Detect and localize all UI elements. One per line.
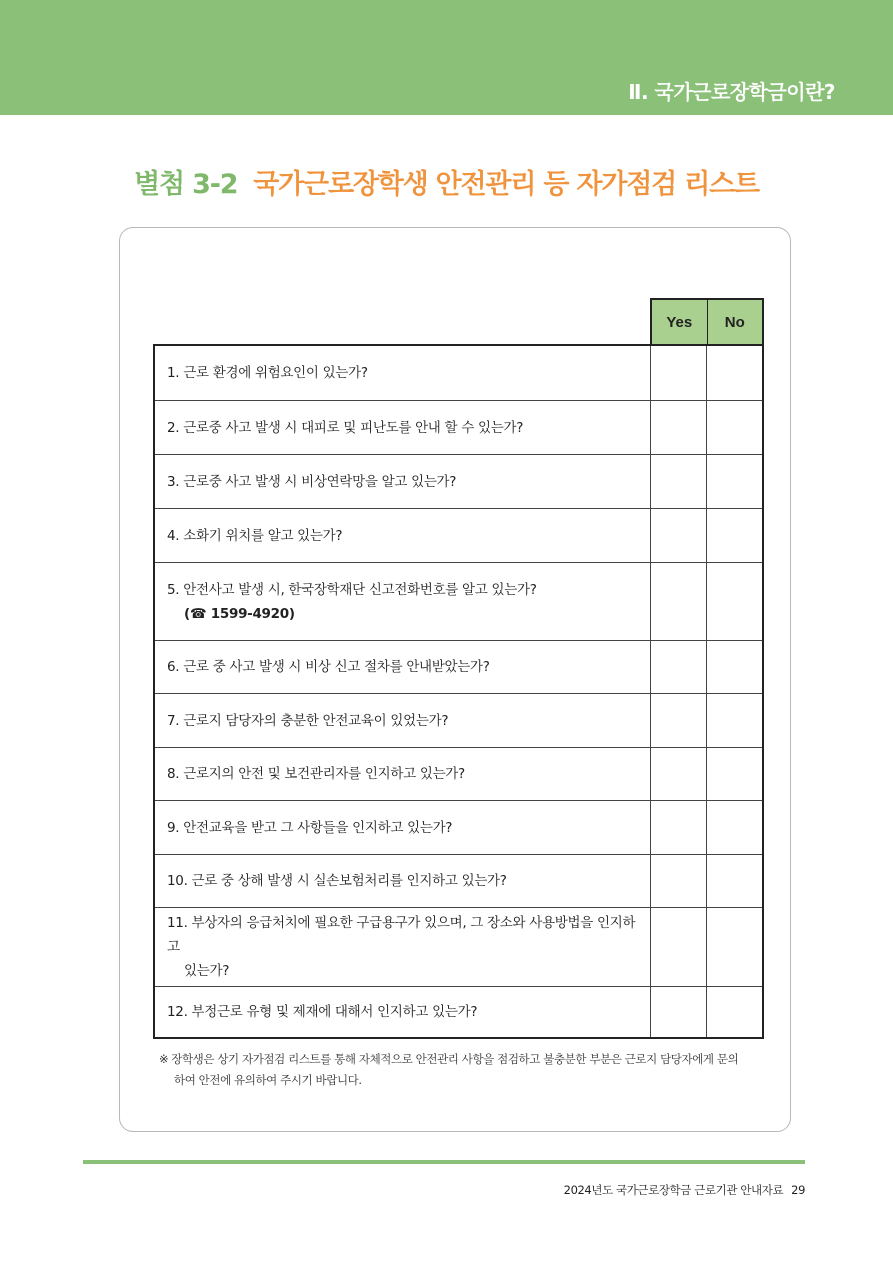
question-text: 11. 부상자의 응급처치에 필요한 구급용구가 있으며, 그 장소와 사용방법을 인지하고 bbox=[167, 915, 636, 955]
question-cell bbox=[155, 455, 650, 508]
yes-checkbox[interactable] bbox=[650, 563, 706, 640]
no-checkbox[interactable] bbox=[706, 801, 762, 854]
yes-checkbox[interactable] bbox=[650, 401, 706, 454]
no-checkbox[interactable] bbox=[706, 855, 762, 907]
checklist-row bbox=[155, 747, 762, 800]
checklist-row bbox=[155, 508, 762, 562]
question-cell bbox=[155, 801, 650, 854]
question-cell bbox=[155, 641, 650, 693]
no-checkbox[interactable] bbox=[706, 694, 762, 747]
yes-checkbox[interactable] bbox=[650, 801, 706, 854]
yes-checkbox[interactable] bbox=[650, 987, 706, 1037]
question-text: 4. 소화기 위치를 알고 있는가? bbox=[167, 527, 343, 544]
question-cell bbox=[155, 855, 650, 907]
yes-checkbox[interactable] bbox=[650, 908, 706, 986]
page-title bbox=[0, 162, 893, 201]
no-checkbox[interactable] bbox=[706, 346, 762, 400]
question-text: 9. 안전교육을 받고 그 사항들을 인지하고 있는가? bbox=[167, 819, 453, 836]
question-cell bbox=[155, 563, 650, 640]
no-checkbox[interactable] bbox=[706, 641, 762, 693]
no-column-header: No bbox=[707, 300, 763, 345]
checklist-row bbox=[155, 693, 762, 747]
yes-checkbox[interactable] bbox=[650, 455, 706, 508]
reference-mark: ※ bbox=[159, 1052, 169, 1066]
yes-column-header: Yes bbox=[652, 300, 707, 345]
yes-checkbox[interactable] bbox=[650, 694, 706, 747]
checklist-row bbox=[155, 986, 762, 1037]
section-title: Ⅱ. 국가근로장학금이란? bbox=[628, 80, 835, 104]
question-text: 1. 근로 환경에 위험요인이 있는가? bbox=[167, 365, 368, 381]
question-text: 10. 근로 중 상해 발생 시 실손보험처리를 인지하고 있는가? bbox=[167, 873, 507, 889]
question-text: 6. 근로 중 사고 발생 시 비상 신고 절차를 안내받았는가? bbox=[167, 659, 490, 675]
question-text-continued: 있는가? bbox=[184, 963, 230, 979]
yes-checkbox[interactable] bbox=[650, 509, 706, 562]
no-checkbox[interactable] bbox=[706, 908, 762, 986]
question-text: 7. 근로지 담당자의 충분한 안전교육이 있었는가? bbox=[167, 712, 449, 729]
title-main: 국가근로장학생 안전관리 등 자가점검 리스트 bbox=[253, 169, 759, 200]
checklist-row bbox=[155, 800, 762, 854]
checklist-row bbox=[155, 346, 762, 400]
page-number: 29 bbox=[791, 1183, 805, 1197]
header-bar bbox=[0, 0, 893, 115]
no-checkbox[interactable] bbox=[706, 401, 762, 454]
footnote-line-2: 하여 안전에 유의하여 주시기 바랍니다. bbox=[174, 1073, 362, 1087]
question-text: 2. 근로중 사고 발생 시 대피로 및 피난도를 안내 할 수 있는가? bbox=[167, 419, 524, 436]
hotline-number: (☎ 1599-4920) bbox=[184, 605, 295, 622]
yes-checkbox[interactable] bbox=[650, 641, 706, 693]
checklist-row bbox=[155, 907, 762, 986]
question-cell bbox=[155, 908, 650, 986]
footnote bbox=[159, 1049, 771, 1091]
checklist-row bbox=[155, 454, 762, 508]
question-cell bbox=[155, 987, 650, 1037]
no-checkbox[interactable] bbox=[706, 509, 762, 562]
footer-divider bbox=[83, 1160, 805, 1164]
checklist-table bbox=[153, 344, 764, 1039]
footer-doc-name: 2024년도 국가근로장학금 근로기관 안내자료 bbox=[563, 1183, 784, 1197]
checklist-row bbox=[155, 854, 762, 907]
question-cell bbox=[155, 509, 650, 562]
no-checkbox[interactable] bbox=[706, 987, 762, 1037]
checklist-row bbox=[155, 562, 762, 640]
question-text: 5. 안전사고 발생 시, 한국장학재단 신고전화번호를 알고 있는가? bbox=[167, 581, 537, 598]
answer-header bbox=[650, 298, 764, 345]
question-cell bbox=[155, 748, 650, 800]
yes-checkbox[interactable] bbox=[650, 855, 706, 907]
no-checkbox[interactable] bbox=[706, 748, 762, 800]
question-text: 12. 부정근로 유형 및 제재에 대해서 인지하고 있는가? bbox=[167, 1004, 478, 1020]
question-text: 8. 근로지의 안전 및 보건관리자를 인지하고 있는가? bbox=[167, 766, 465, 782]
question-cell bbox=[155, 346, 650, 400]
no-checkbox[interactable] bbox=[706, 455, 762, 508]
question-text: 3. 근로중 사고 발생 시 비상연락망을 알고 있는가? bbox=[167, 473, 457, 490]
footer bbox=[564, 1182, 805, 1198]
yes-checkbox[interactable] bbox=[650, 748, 706, 800]
question-cell bbox=[155, 694, 650, 747]
no-checkbox[interactable] bbox=[706, 563, 762, 640]
footnote-line-1: ※ 장학생은 상기 자가점검 리스트를 통해 자체적으로 안전관리 사항을 점검하고 불충분한 부분은 근로지 담당자에게 문의 bbox=[159, 1052, 739, 1066]
checklist-row bbox=[155, 640, 762, 693]
title-prefix: 별첨 3-2 bbox=[134, 169, 238, 200]
yes-checkbox[interactable] bbox=[650, 346, 706, 400]
checklist-row bbox=[155, 400, 762, 454]
question-cell bbox=[155, 401, 650, 454]
